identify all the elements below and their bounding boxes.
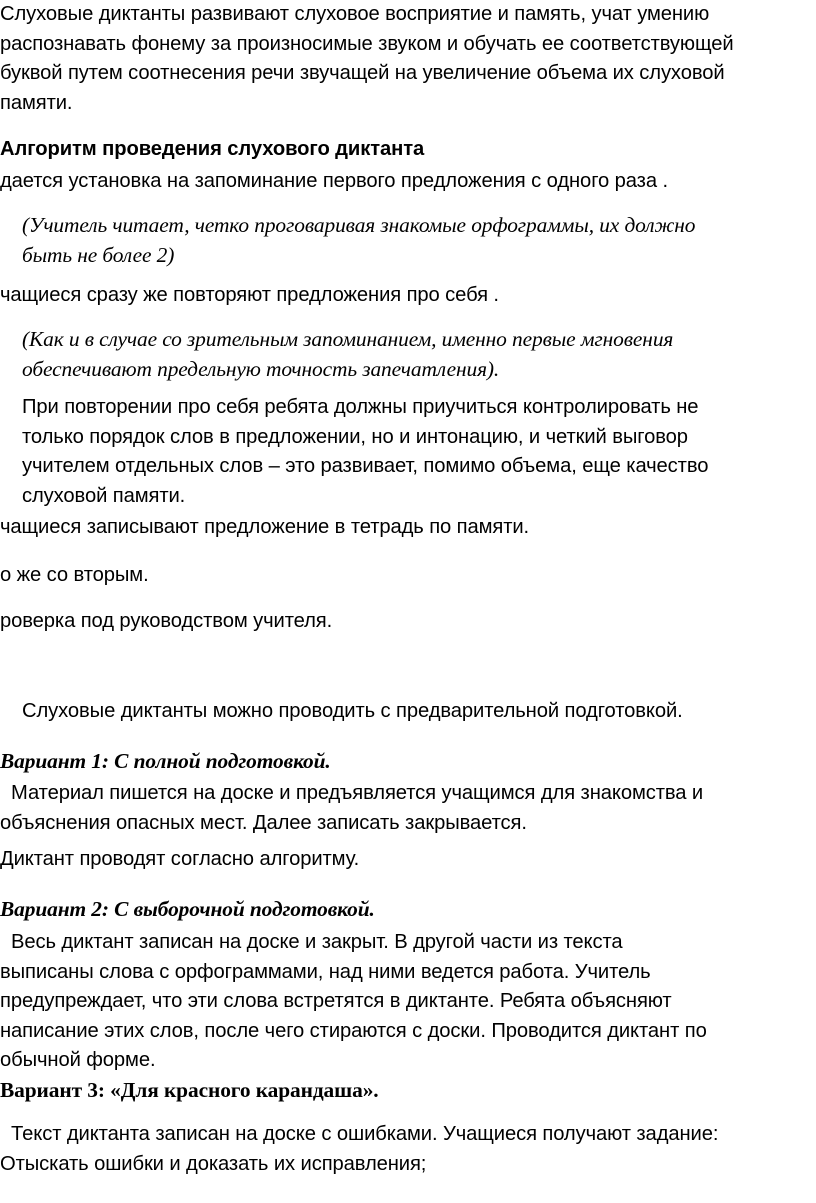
- intro-paragraph: [0, 0, 734, 118]
- teacher-note-2: [22, 325, 673, 384]
- note-line: (Учитель читает, четко проговаривая знакомые орфограммы, их должно: [22, 213, 696, 237]
- explanation-line: При повторении про себя ребята должны приучиться контролировать не: [22, 396, 699, 418]
- variant-1-text: [0, 779, 703, 838]
- algorithm-step-4: о же со вторым.: [0, 564, 149, 586]
- variant-1-after: Диктант проводят согласно алгоритму.: [0, 848, 360, 870]
- variant-1-line: Материал пишется на доске и предъявляется учащимся для знакомства и: [0, 782, 704, 804]
- explanation-line: учителем отдельных слов – это развивает, помимо объема, еще качество: [22, 455, 709, 477]
- note-line: быть не более 2): [22, 242, 175, 267]
- variant-2-line: выписаны слова с орфограммами, над ними ведется работа. Учитель: [0, 960, 651, 983]
- intro-line: распознавать фонему за произносимые звуком и обучать ее соответствующей: [0, 32, 734, 55]
- preparation-lead: Слуховые диктанты можно проводить с предварительной подготовкой.: [22, 700, 683, 722]
- teacher-note-1: [22, 211, 695, 270]
- variant-3-heading: Вариант 3: «Для красного карандаша».: [0, 1078, 379, 1102]
- variant-3-text: [0, 1120, 718, 1179]
- variant-1-heading: Вариант 1: С полной подготовкой.: [0, 749, 331, 773]
- algorithm-step-3: чащиеся записывают предложение в тетрадь по памяти.: [0, 516, 530, 538]
- note-line: (Как и в случае со зрительным запоминанием, именно первые мгновения: [22, 327, 674, 351]
- variant-3-line: Текст диктанта записан на доске с ошибками. Учащиеся получают задание:: [0, 1123, 719, 1145]
- variant-2-heading: Вариант 2: С выборочной подготовкой.: [0, 897, 375, 921]
- variant-3-line: Отыскать ошибки и доказать их исправления;: [0, 1152, 427, 1175]
- variant-2-line: написание этих слов, после чего стираются с доски. Проводится диктант по: [0, 1019, 707, 1042]
- note-line: обеспечивают предельную точность запечатления).: [22, 356, 500, 381]
- algorithm-step-5: роверка под руководством учителя.: [0, 610, 333, 632]
- intro-line: памяти.: [0, 91, 73, 114]
- variant-1-line: объяснения опасных мест. Далее записать закрывается.: [0, 811, 527, 834]
- algorithm-step-2: чащиеся сразу же повторяют предложения про себя .: [0, 284, 499, 306]
- intro-line: буквой путем соотнесения речи звучащей на увеличение объема их слуховой: [0, 62, 725, 84]
- algorithm-step-1: дается установка на запоминание первого предложения с одного раза .: [0, 170, 668, 192]
- variant-2-line: Весь диктант записан на доске и закрыт. В другой части из текста: [0, 931, 623, 953]
- explanation-line: только порядок слов в предложении, но и интонацию, и четкий выговор: [22, 425, 688, 448]
- variant-2-text: [0, 928, 707, 1076]
- variant-2-line: предупреждает, что эти слова встретятся в диктанте. Ребята объясняют: [0, 990, 672, 1012]
- explanation-line: слуховой памяти.: [22, 484, 186, 507]
- intro-line: Слуховые диктанты развивают слуховое восприятие и память, учат умению: [0, 3, 710, 25]
- algorithm-heading: Алгоритм проведения слухового диктанта: [0, 138, 425, 160]
- repetition-explanation: [22, 393, 708, 511]
- variant-2-line: обычной форме.: [0, 1049, 156, 1071]
